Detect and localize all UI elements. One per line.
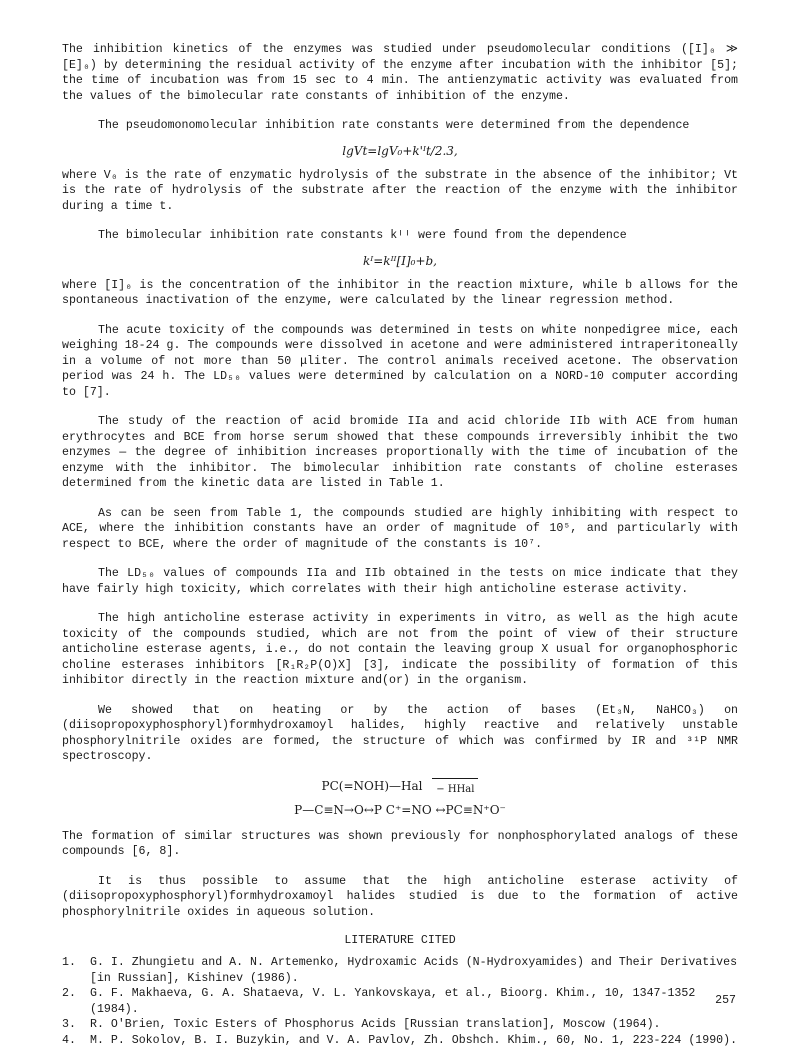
- scheme-reagent: − HHal: [432, 778, 478, 801]
- paragraph: The study of the reaction of acid bromide IIa and acid chloride IIb with ACE from human erythrocytes and BCE from horse serum showed that these compounds irreversibly inhibit the two enzymes — the degree of inhibition increases proportionally with the time of incubation of the enzyme with the inhibitor. The bimolecular inhibition rate constants of choline esterases determined from the kinetic data are listed in Table 1.: [62, 414, 738, 492]
- reference-number: 1.: [62, 955, 76, 971]
- reference-item: [62, 955, 738, 986]
- scheme-line: P—C≡N→O↔P C⁺=NO ↔PC≡N⁺O⁻: [62, 799, 738, 821]
- scheme-line: [62, 775, 738, 799]
- reference-text: M. P. Sokolov, B. I. Buzykin, and V. A. Pavlov, Zh. Obshch. Khim., 60, No. 1, 223-224 (1990).: [90, 1034, 737, 1047]
- paragraph: The LD₅₀ values of compounds IIa and IIb obtained in the tests on mice indicate that they have fairly high toxicity, which correlates with their high anticholine esterase activity.: [62, 566, 738, 597]
- page-number: 257: [715, 994, 736, 1007]
- paragraph: The inhibition kinetics of the enzymes was studied under pseudomolecular conditions ([I]₀ ≫ [E]₀) by determining the residual activity of the enzyme after incubation with the inhibitor [5]; the time of incubation was from 15 sec to 4 min. The antienzymatic activity was evaluated from the values of the bimolecular rate constants of inhibition of the enzyme.: [62, 42, 738, 104]
- paragraph: where V₀ is the rate of enzymatic hydrolysis of the substrate in the absence of the inhibitor; Vt is the rate of hydrolysis of the substrate after the reaction of the enzyme with the inhibitor during a time t.: [62, 168, 738, 215]
- paragraph: We showed that on heating or by the action of bases (Et₃N, NaHCO₃) on (diisopropoxyphosphoryl)formhydroxamoyl halides, highly reactive and relatively unstable phosphorylnitrile oxides are formed, the structure of which was confirmed by IR and ³¹P NMR spectroscopy.: [62, 703, 738, 765]
- paragraph: The acute toxicity of the compounds was determined in tests on white nonpedigree mice, each weighing 18-24 g. The compounds were dissolved in acetone and were administered intraperitoneally in a volume of not more than 50 μliter. The control animals received acetone. The observation period was 24 h. The LD₅₀ values were determined by calculation on a NORD-10 computer according to [7].: [62, 323, 738, 401]
- reaction-scheme: [62, 775, 738, 821]
- reference-item: [62, 986, 738, 1017]
- paragraph: It is thus possible to assume that the high anticholine esterase activity of (diisopropoxyphosphoryl)formhydroxamoyl halides studied is due to the formation of active phosphorylnitrile oxides in aqueous solution.: [62, 874, 738, 921]
- reference-text: G. F. Makhaeva, G. A. Shataeva, V. L. Yankovskaya, et al., Bioorg. Khim., 10, 1347-1352 (1984).: [90, 987, 695, 1016]
- references-list: [62, 955, 738, 1048]
- paragraph: The pseudomonomolecular inhibition rate constants were determined from the dependence: [62, 118, 738, 134]
- paragraph: The bimolecular inhibition rate constants kᴵᴵ were found from the dependence: [62, 228, 738, 244]
- paragraph: where [I]₀ is the concentration of the inhibitor in the reaction mixture, while b allows for the spontaneous inactivation of the enzyme, were calculated by the linear regression method.: [62, 278, 738, 309]
- reference-number: 4.: [62, 1033, 76, 1048]
- equation: lgVt=lgV₀+k'ᴵt/2.3,: [62, 144, 738, 158]
- references-heading: LITERATURE CITED: [62, 934, 738, 947]
- article-body: [62, 42, 738, 1048]
- reference-item: [62, 1033, 738, 1048]
- reference-number: 2.: [62, 986, 76, 1002]
- paragraph: As can be seen from Table 1, the compounds studied are highly inhibiting with respect to ACE, where the inhibition constants have an order of magnitude of 10⁵, and particularly with respect to BCE, where the order of magnitude of the constants is 10⁷.: [62, 506, 738, 553]
- reference-item: [62, 1017, 738, 1033]
- paragraph: The high anticholine esterase activity in experiments in vitro, as well as the high acute toxicity of the compounds studied, which are not from the point of view of their structure anticholine esterase agents, i.e., do not contain the leaving group X usual for organophosphoric choline esterases inhibitors [R₁R₂P(O)X] [3], indicate the possibility of formation of this inhibitor directly in the reaction mixture and(or) in the organism.: [62, 611, 738, 689]
- reference-text: R. O'Brien, Toxic Esters of Phosphorus Acids [Russian translation], Moscow (1964).: [90, 1018, 661, 1031]
- equation: kᴵ=kᴵᴵ[I]₀+b,: [62, 254, 738, 268]
- scheme-reactant: PC(=NOH)—Hal: [322, 779, 423, 793]
- paragraph: The formation of similar structures was shown previously for nonphosphorylated analogs of these compounds [6, 8].: [62, 829, 738, 860]
- reference-text: G. I. Zhungietu and A. N. Artemenko, Hydroxamic Acids (N-Hydroxyamides) and Their Derivatives [in Russian], Kishinev (1986).: [90, 956, 737, 985]
- reference-number: 3.: [62, 1017, 76, 1033]
